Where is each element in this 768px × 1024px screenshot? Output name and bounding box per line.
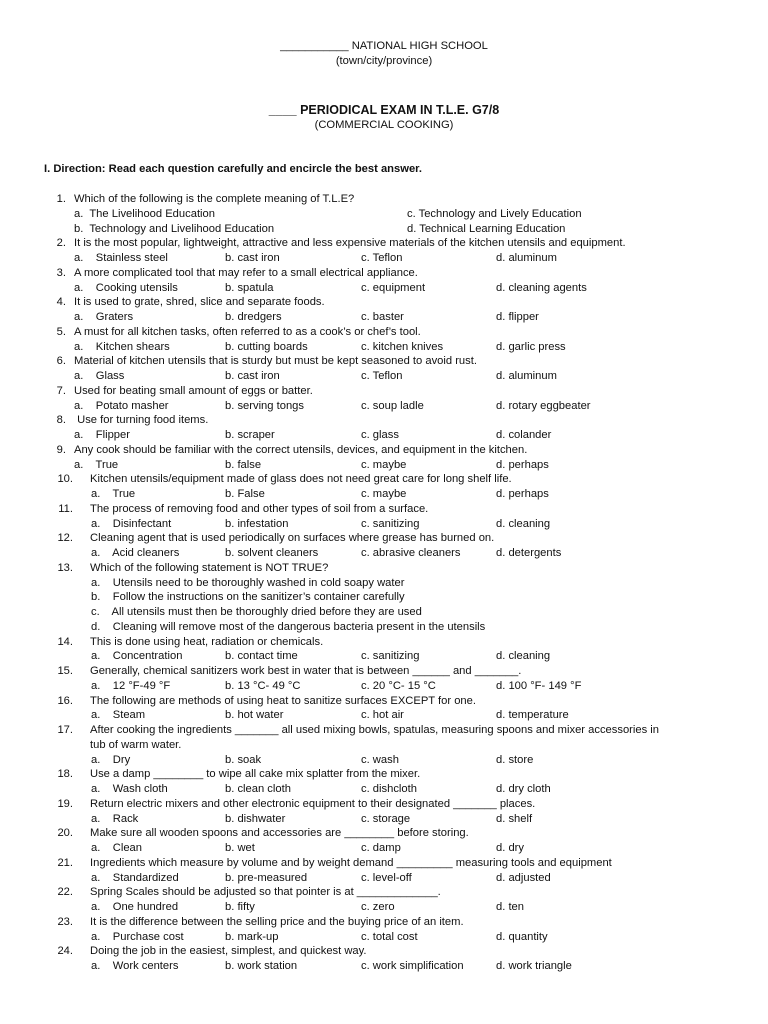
answer-option: c. baster (361, 311, 404, 323)
question-text: Use a damp ________ to wipe all cake mix splatter from the mixer. (90, 768, 421, 781)
answer-option: d. Technical Learning Education (407, 222, 566, 235)
answer-option: a. Wash cloth (91, 783, 168, 795)
answer-option: b. dishwater (225, 812, 286, 825)
answer-option: c. maybe (361, 488, 407, 500)
answer-option: b. clean cloth (225, 783, 291, 795)
answer-option: b. fifty (225, 901, 255, 913)
answer-option: a. 12 °F-49 °F (91, 679, 171, 692)
question-text: A more complicated tool that may refer to a small electrical appliance. (74, 266, 418, 279)
question-text: Use for turning food items. (74, 414, 209, 427)
question-text: Return electric mixers and other electronic equipment to their designated _______ places. (90, 797, 536, 810)
question-number: 16. (57, 694, 73, 707)
answer-option: c. equipment (361, 281, 426, 294)
direction-text: I. Direction: Read each question carefully and encircle the best answer. (44, 163, 423, 175)
answer-option: d. store (496, 753, 534, 766)
answer-option: d. detergents (496, 547, 562, 559)
question-text: The following are methods of using heat to sanitize surfaces EXCEPT for one. (90, 694, 476, 707)
answer-option: a. Work centers (91, 960, 179, 972)
question-text: Any cook should be familiar with the correct utensils, devices, and equipment in the kitchen. (74, 443, 528, 456)
answer-option: c. kitchen knives (361, 340, 444, 353)
question-number: 22. (57, 886, 73, 899)
answer-option: b. Follow the instructions on the sanitizer’s container carefully (91, 591, 405, 604)
answer-option: d. dry cloth (496, 783, 551, 795)
answer-option: d. 100 °F- 149 °F (496, 679, 582, 692)
question-text: Which of the following is the complete meaning of T.L.E? (74, 193, 355, 205)
question-number: 11. (58, 502, 73, 515)
answer-option: a. The Livelihood Education (74, 207, 215, 220)
question-number: 15. (57, 665, 73, 677)
question-text: After cooking the ingredients _______ all used mixing bowls, spatulas, measuring spoons and mixer accessories in (90, 724, 660, 736)
question-text: Make sure all wooden spoons and accessories are ________ before storing. (90, 827, 469, 840)
school-name: ___________ NATIONAL HIGH SCHOOL (280, 40, 488, 52)
question-text: The process of removing food and other types of soil from a surface. (90, 502, 429, 515)
answer-option: c. storage (361, 812, 411, 825)
answer-option: a. Stainless steel (74, 252, 168, 264)
answer-option: a. True (74, 458, 119, 471)
question-number: 24. (57, 945, 73, 958)
answer-option: d. rotary eggbeater (496, 399, 591, 412)
answer-option: a. Steam (91, 709, 146, 722)
answer-option: b. serving tongs (225, 399, 304, 412)
answer-option: c. sanitizing (361, 650, 420, 663)
answer-option: b. cutting boards (225, 340, 308, 353)
answer-option: c. Teflon (361, 370, 403, 382)
answer-option: d. aluminum (496, 252, 557, 264)
question-number: 1. (56, 193, 66, 205)
answer-option: d. flipper (496, 311, 539, 323)
answer-option: d. cleaning agents (496, 281, 587, 294)
answer-option: a. Glass (74, 370, 125, 382)
answer-option: d. garlic press (496, 340, 566, 353)
answer-option: d. perhaps (496, 488, 549, 500)
question-text: This is done using heat, radiation or chemicals. (90, 635, 324, 648)
question-text: Kitchen utensils/equipment made of glass does not need great care for long shelf life. (90, 473, 512, 486)
answer-option: d. temperature (496, 709, 569, 722)
answer-option: c. Teflon (361, 252, 403, 264)
exam-title: ____ PERIODICAL EXAM IN T.L.E. G7/8 (268, 103, 500, 117)
exam-subject: (COMMERCIAL COOKING) (314, 119, 454, 131)
answer-option: c. abrasive cleaners (361, 547, 461, 559)
answer-option: b. cast iron (225, 370, 280, 382)
question-text: Which of the following statement is NOT TRUE? (90, 561, 329, 574)
answer-option: d. quantity (496, 930, 548, 943)
question-number: 5. (56, 325, 66, 338)
answer-option: c. 20 °C- 15 °C (361, 679, 436, 692)
question-text: It is used to grate, shred, slice and separate foods. (74, 296, 325, 309)
answer-option: a. Flipper (74, 429, 130, 441)
answer-option: a. Cooking utensils (74, 281, 178, 294)
answer-option: c. wash (361, 753, 399, 766)
answer-option: c. soup ladle (361, 399, 424, 412)
question-number: 19. (57, 797, 73, 810)
answer-option: a. Dry (91, 753, 131, 766)
answer-option: c. damp (361, 842, 401, 854)
answer-option: c. dishcloth (361, 783, 417, 795)
answer-option: b. Technology and Livelihood Education (74, 222, 275, 235)
question-number: 12. (57, 532, 73, 545)
question-number: 13. (57, 561, 73, 574)
question-text: Cleaning agent that is used periodically on surfaces where grease has burned on. (90, 532, 495, 545)
answer-option: c. Technology and Lively Education (407, 207, 582, 220)
question-number: 17. (57, 724, 73, 736)
question-text-continued: tub of warm water. (90, 738, 182, 751)
answer-option: b. cast iron (225, 252, 280, 264)
question-number: 9. (56, 443, 66, 456)
question-number: 2. (56, 237, 66, 250)
answer-option: a. Clean (91, 842, 142, 854)
school-location: (town/city/province) (335, 55, 433, 67)
question-text: It is the most popular, lightweight, attractive and less expensive materials of the kitchen utensils and equipment. (74, 237, 626, 250)
answer-option: a. One hundred (91, 901, 179, 913)
question-number: 23. (57, 915, 73, 928)
question-number: 18. (57, 768, 73, 781)
answer-option: a. Potato masher (74, 399, 169, 412)
answer-option: d. cleaning (496, 517, 551, 530)
answer-option: b. mark-up (225, 930, 279, 943)
answer-option: a. True (91, 488, 136, 500)
answer-option: c. total cost (361, 930, 418, 943)
answer-option: b. wet (225, 842, 255, 854)
answer-option: b. dredgers (225, 311, 282, 323)
question-text: Doing the job in the easiest, simplest, and quickest way. (90, 945, 367, 958)
answer-option: a. Rack (91, 812, 139, 825)
question-number: 14. (57, 635, 73, 648)
answer-option: d. cleaning (496, 650, 551, 663)
answer-option: b. infestation (225, 517, 289, 530)
question-number: 7. (56, 384, 66, 397)
answer-option: c. All utensils must then be thoroughly dried before they are used (91, 606, 422, 618)
answer-option: b. spatula (225, 281, 274, 294)
question-number: 8. (56, 414, 66, 427)
answer-option: c. maybe (361, 458, 407, 471)
answer-option: b. scraper (225, 429, 275, 441)
answer-option: c. glass (361, 429, 399, 441)
answer-option: a. Utensils need to be thoroughly washed in cold soapy water (91, 576, 405, 589)
answer-option: c. zero (361, 901, 395, 913)
answer-option: b. pre-measured (225, 871, 308, 884)
answer-option: d. shelf (496, 812, 533, 825)
answer-option: a. Acid cleaners (91, 547, 180, 559)
question-text: Ingredients which measure by volume and by weight demand _________ measuring tools and equipment (90, 856, 612, 869)
answer-option: c. sanitizing (361, 517, 420, 530)
question-text: It is the difference between the selling price and the buying price of an item. (90, 915, 464, 928)
answer-option: d. work triangle (496, 960, 572, 972)
answer-option: a. Disinfectant (91, 517, 172, 530)
answer-option: b. solvent cleaners (225, 547, 319, 559)
answer-option: d. dry (496, 842, 524, 854)
question-number: 6. (56, 355, 66, 368)
answer-option: d. aluminum (496, 370, 557, 382)
answer-option: b. False (225, 488, 265, 500)
answer-option: d. ten (496, 901, 524, 913)
answer-option: c. work simplification (361, 960, 464, 972)
answer-option: a. Concentration (91, 650, 183, 663)
question-number: 3. (56, 266, 66, 279)
answer-option: d. Cleaning will remove most of the dangerous bacteria present in the utensils (91, 620, 486, 633)
answer-option: d. colander (496, 429, 552, 441)
question-text: Generally, chemical sanitizers work best in water that is between ______ and _______. (90, 665, 522, 677)
question-text: Spring Scales should be adjusted so that pointer is at _____________. (90, 886, 441, 899)
answer-option: c. level-off (361, 871, 412, 884)
answer-option: b. false (225, 458, 262, 471)
answer-option: b. soak (225, 753, 262, 766)
question-number: 4. (56, 296, 66, 309)
answer-option: d. perhaps (496, 458, 549, 471)
answer-option: c. hot air (361, 709, 404, 722)
answer-option: d. adjusted (496, 871, 551, 884)
answer-option: a. Purchase cost (91, 930, 184, 943)
question-number: 10. (57, 473, 73, 486)
answer-option: b. 13 °C- 49 °C (225, 679, 301, 692)
answer-option: b. work station (225, 960, 298, 972)
answer-option: a. Graters (74, 311, 134, 323)
answer-option: a. Standardized (91, 871, 179, 884)
answer-option: a. Kitchen shears (74, 340, 170, 353)
answer-option: b. contact time (225, 650, 298, 663)
question-text: A must for all kitchen tasks, often referred to as a cook’s or chef’s tool. (74, 325, 421, 338)
question-number: 21. (57, 856, 73, 869)
question-number: 20. (57, 827, 73, 840)
answer-option: b. hot water (225, 709, 284, 722)
question-text: Used for beating small amount of eggs or batter. (74, 384, 313, 397)
question-text: Material of kitchen utensils that is sturdy but must be kept seasoned to avoid rust. (74, 355, 477, 368)
